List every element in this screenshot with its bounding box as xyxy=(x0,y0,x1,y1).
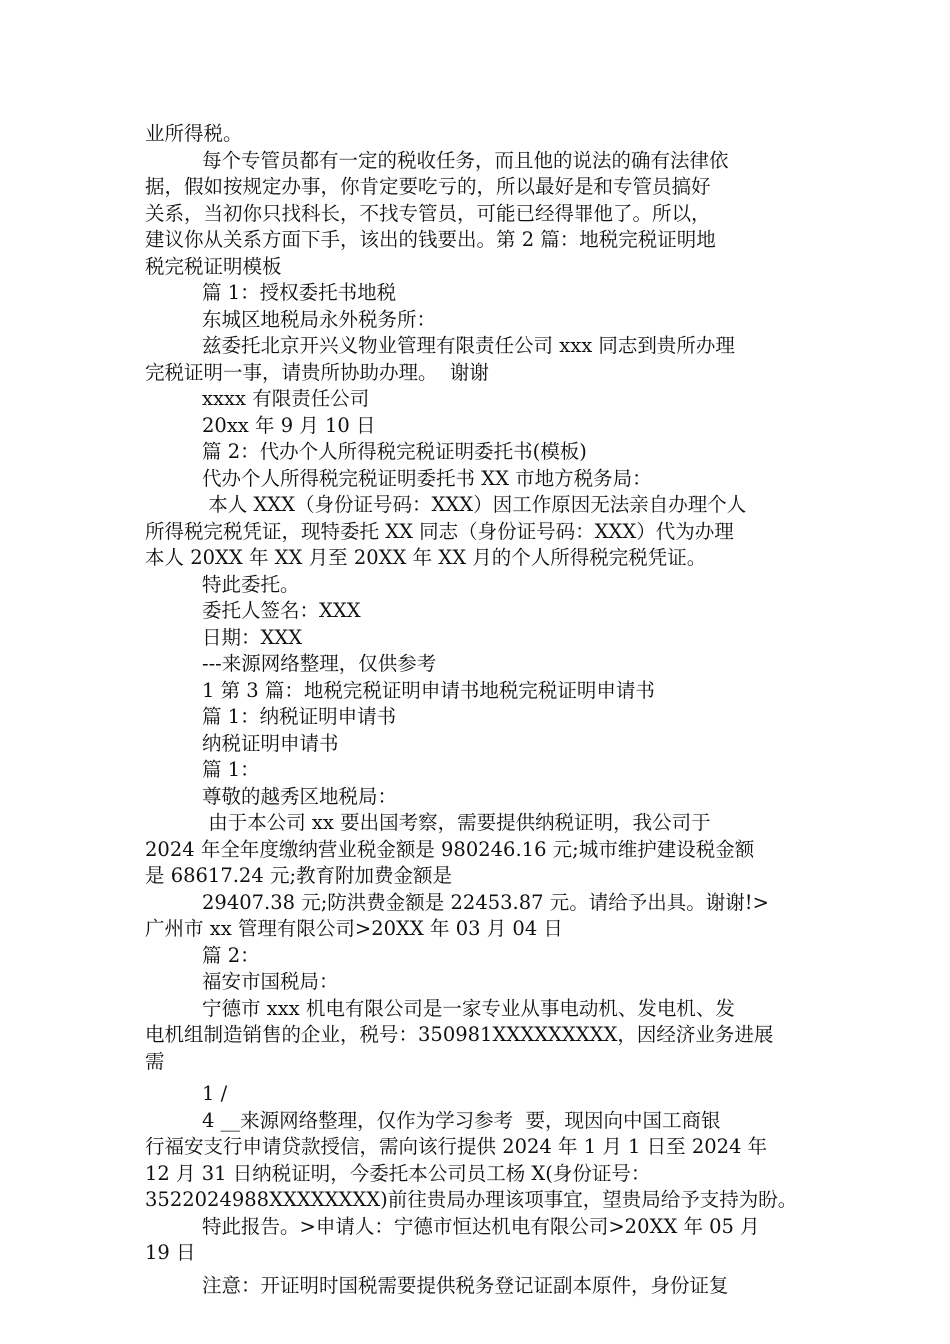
text-line: 篇 1： xyxy=(202,758,260,781)
text-line: 由于本公司 xx 要出国考察，需要提供纳税证明，我公司于 xyxy=(202,811,711,834)
text-line: 1 第 3 篇：地税完税证明申请书地税完税证明申请书 xyxy=(202,678,655,702)
text-line: 完税证明一事，请贵所协助办理。 谢谢 xyxy=(145,360,489,384)
text-line: 4 __来源网络整理，仅作为学习参考 要，现因向中国工商银 xyxy=(202,1108,721,1132)
text-line: 本人 XXX（身份证号码：XXX）因工作原因无法亲自办理个人 xyxy=(202,493,747,516)
text-line: 2024 年全年度缴纳营业税金额是 980246.16 元;城市维护建设税金额 xyxy=(145,837,755,861)
text-line: 需 xyxy=(145,1049,165,1073)
text-line: 本人 20XX 年 XX 月至 20XX 年 XX 月的个人所得税完税凭证。 xyxy=(145,546,707,569)
text-line: 关系，当初你只找科长，不找专管员，可能已经得罪他了。所以， xyxy=(145,201,711,225)
text-line: 特此报告。>申请人：宁德市恒达机电有限公司>20XX 年 05 月 xyxy=(202,1214,760,1238)
text-line: 兹委托北京开兴义物业管理有限责任公司 xxx 同志到贵所办理 xyxy=(202,334,735,357)
text-line: 是 68617.24 元;教育附加费金额是 xyxy=(145,864,453,887)
text-line: 篇 2： xyxy=(202,943,260,967)
text-line: 东城区地税局永外税务所： xyxy=(202,307,437,331)
text-line: 3522024988XXXXXXXX)前往贵局办理该项事宜，望贵局给予支持为盼。 xyxy=(145,1188,798,1211)
text-line: 特此委托。 xyxy=(202,572,300,596)
text-line: 篇 2：代办个人所得税完税证明委托书(模板) xyxy=(202,440,587,463)
text-line: 尊敬的越秀区地税局： xyxy=(202,784,398,808)
text-line: 篇 1：授权委托书地税 xyxy=(202,281,397,304)
text-line: 注意：开证明时国税需要提供税务登记证副本原件，身份证复 xyxy=(202,1273,729,1297)
text-line: 篇 1：纳税证明申请书 xyxy=(202,705,397,728)
text-line: 广州市 xx 管理有限公司>20XX 年 03 月 04 日 xyxy=(145,917,563,940)
text-line: 业所得税。 xyxy=(145,122,243,145)
document-body xyxy=(145,121,813,1299)
text-line: 12 月 31 日纳税证明，今委托本公司员工杨 X(身份证号： xyxy=(145,1161,651,1185)
text-line: 行福安支行申请贷款授信，需向该行提供 2024 年 1 月 1 日至 2024 年 xyxy=(145,1135,768,1158)
text-line: 所得税完税凭证，现特委托 XX 同志（身份证号码：XXX）代为办理 xyxy=(145,519,734,543)
text-line: 日期：XXX xyxy=(202,625,303,649)
text-line: 福安市国税局： xyxy=(202,970,339,993)
text-line: 19 日 xyxy=(145,1241,196,1264)
text-line: 建议你从关系方面下手，该出的钱要出。第 2 篇：地税完税证明地 xyxy=(145,228,716,251)
text-line: 20xx 年 9 月 10 日 xyxy=(202,413,376,437)
page-number: 1 / xyxy=(202,1082,228,1105)
text-line: 税完税证明模板 xyxy=(145,254,282,278)
text-line: ---来源网络整理，仅供参考 xyxy=(202,652,437,675)
text-line: xxxx 有限责任公司 xyxy=(202,387,370,410)
text-line: 电机组制造销售的企业，税号：350981XXXXXXXXX，因经济业务进展 xyxy=(145,1023,774,1046)
text-line: 据，假如按规定办事，你肯定要吃亏的，所以最好是和专管员搞好 xyxy=(145,175,711,198)
text-line: 纳税证明申请书 xyxy=(202,731,339,755)
text-line: 每个专管员都有一定的税收任务，而且他的说法的确有法律依 xyxy=(202,148,729,172)
text-line: 宁德市 xxx 机电有限公司是一家专业从事电动机、发电机、发 xyxy=(202,996,735,1020)
text-line: 委托人签名：XXX xyxy=(202,599,361,622)
text-line: 29407.38 元;防洪费金额是 22453.87 元。请给予出具。谢谢!> xyxy=(202,890,769,914)
text-line: 代办个人所得税完税证明委托书 XX 市地方税务局： xyxy=(202,466,652,490)
